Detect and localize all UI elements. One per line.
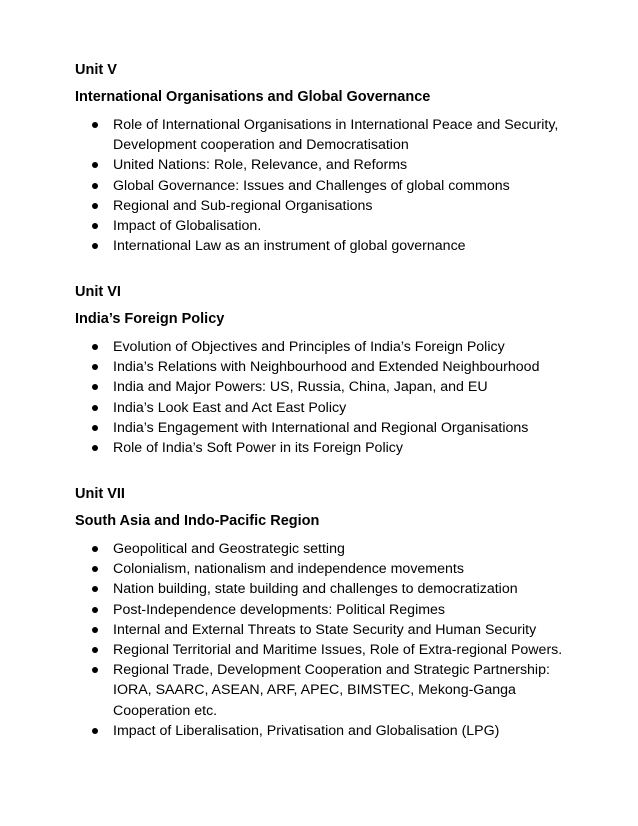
topic-text: Impact of Globalisation. [113,218,262,235]
bullet-icon [92,122,98,128]
bullet-icon [92,647,98,653]
topic-text: Regional Trade, Development Cooperation and Strategic Partnership: IORA, SAARC, ASEAN, ARF, APEC, BIMSTEC, Mekong-Ganga Cooperation etc. [113,662,550,719]
topic-text: Regional and Sub-regional Organisations [113,197,373,214]
list-item [95,216,585,236]
list-item [95,357,585,377]
topic-text: Role of International Organisations in International Peace and Security, Development cooperation and Democratisation [113,117,559,154]
topic-text: Impact of Liberalisation, Privatisation and Globalisation (LPG) [113,722,500,739]
list-item [95,660,585,721]
list-item [95,155,585,175]
bullet-icon [92,627,98,633]
bullet-icon [92,162,98,168]
topic-list [95,337,585,458]
list-item [95,640,585,660]
topic-text: Evolution of Objectives and Principles of India’s Foreign Policy [113,339,505,355]
unit-vi-section [75,282,595,457]
unit-v-section [75,60,595,255]
bullet-icon [92,344,98,350]
list-item [95,418,585,438]
bullet-icon [92,364,98,370]
topic-text: India’s Relations with Neighbourhood and Extended Neighbourhood [113,359,540,376]
unit-label: Unit VI [75,284,121,300]
topic-text: Post-Independence developments: Political Regimes [113,601,446,618]
bullet-icon [92,405,98,411]
list-item [95,196,585,216]
topic-text: Internal and External Threats to State Security and Human Security [113,621,537,638]
list-item [95,377,585,397]
unit-title: International Organisations and Global Governance [75,89,431,105]
topic-text: Global Governance: Issues and Challenges of global commons [113,177,510,194]
list-item [95,539,585,559]
bullet-icon [92,586,98,592]
bullet-icon [92,546,98,552]
list-item [95,721,585,741]
bullet-icon [92,425,98,431]
bullet-icon [92,667,98,673]
bullet-icon [92,607,98,613]
bullet-icon [92,203,98,209]
topic-text: United Nations: Role, Relevance, and Reforms [113,157,408,174]
bullet-icon [92,384,98,390]
bullet-icon [92,445,98,451]
topic-text: Nation building, state building and challenges to democratization [113,581,518,598]
bullet-icon [92,728,98,734]
unit-title: South Asia and Indo-Pacific Region [75,513,320,529]
bullet-icon [92,223,98,229]
unit-label: Unit V [75,62,117,78]
list-item [95,579,585,599]
topic-text: India and Major Powers: US, Russia, China, Japan, and EU [113,379,488,396]
topic-text: India’s Engagement with International and Regional Organisations [113,419,529,436]
topic-text: Geopolitical and Geostrategic setting [113,541,345,557]
unit-label: Unit VII [75,486,125,502]
list-item [95,398,585,418]
bullet-icon [92,183,98,189]
list-item [95,115,585,155]
unit-vii-section [75,484,595,739]
topic-text: Regional Territorial and Maritime Issues, Role of Extra-regional Powers. [113,642,563,659]
list-item [95,600,585,620]
topic-list [95,115,585,256]
bullet-icon [92,243,98,249]
topic-text: Role of India’s Soft Power in its Foreign Policy [113,440,403,457]
list-item [95,176,585,196]
topic-text: International Law as an instrument of global governance [113,238,466,255]
topic-text: Colonialism, nationalism and independence movements [113,561,464,578]
list-item [95,337,585,357]
list-item [95,559,585,579]
bullet-icon [92,566,98,572]
list-item [95,438,585,458]
unit-title: India’s Foreign Policy [75,311,225,327]
list-item [95,236,585,256]
topic-text: India’s Look East and Act East Policy [113,399,347,416]
list-item [95,620,585,640]
topic-list [95,539,585,741]
